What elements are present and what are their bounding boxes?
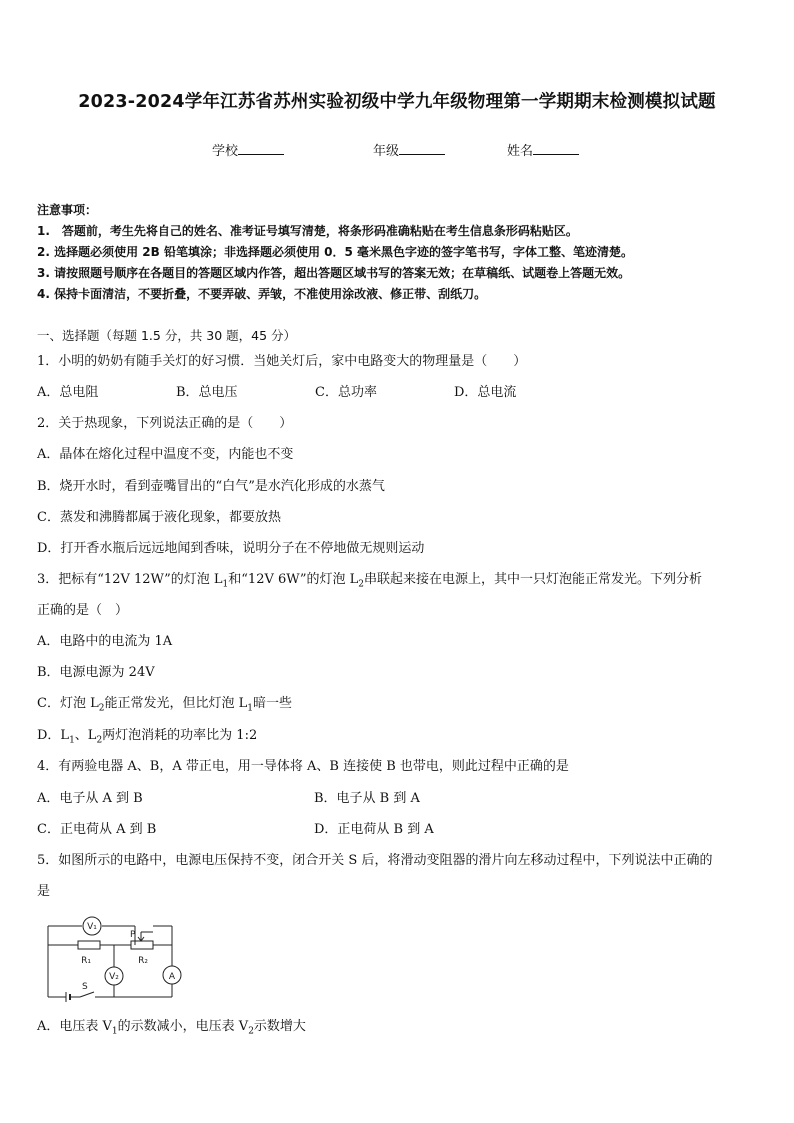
school-field	[212, 140, 284, 159]
rheostat-r2-label: R₂	[138, 956, 148, 966]
question-3-stem-line2: 正确的是（ ）	[37, 603, 129, 618]
grade-field	[373, 140, 445, 159]
question-3-stem-line1: 3．把标有“12V 12W”的灯泡 $L_1$和“12V 6W”的灯泡 $L_2$串联起来接在电源上，其中一只灯泡能正常发光。下列分析	[37, 572, 703, 590]
resistor-r1-icon	[78, 941, 100, 949]
q1-option-a: A．总电阻	[37, 385, 99, 400]
resistor-r1-label: R₁	[81, 956, 91, 966]
note-item: 2. 选择题必须使用 2B 铅笔填涂；非选择题必须使用 0．5 毫米黑色字迹的签字笔书写，字体工整、笔迹清楚。	[37, 245, 633, 259]
q1-option-b: B．总电压	[176, 385, 238, 400]
q4-option-d: D．正电荷从 B 到 A	[314, 822, 434, 837]
q3-option-c: C．灯泡 $L_2$能正常发光，但比灯泡 $L_1$暗一些	[37, 696, 292, 714]
name-blank	[533, 142, 579, 155]
voltmeter-v2-label: V₂	[109, 972, 119, 982]
q4-option-c: C．正电荷从 A 到 B	[37, 822, 157, 837]
q2-option-d: D．打开香水瓶后远远地闻到香味，说明分子在不停地做无规则运动	[37, 541, 425, 556]
grade-label: 年级	[373, 144, 400, 159]
q1-option-c: C．总功率	[315, 385, 377, 400]
q2-option-c: C．蒸发和沸腾都属于液化现象，都要放热	[37, 510, 281, 525]
switch-s-label: S	[82, 982, 88, 992]
name-field	[507, 140, 579, 159]
school-blank	[238, 142, 284, 155]
note-item: 3. 请按照题号顺序在各题目的答题区域内作答，超出答题区域书写的答案无效；在草稿纸、试题卷上答题无效。	[37, 266, 631, 280]
note-item: 4. 保持卡面清洁，不要折叠，不要弄破、弄皱，不准使用涂改液、修正带、刮纸刀。	[37, 287, 487, 301]
section-title: 一、选择题（每题 1.5 分，共 30 题，45 分）	[37, 328, 297, 343]
question-5-stem-line2: 是	[37, 884, 51, 899]
grade-blank	[399, 142, 445, 155]
ammeter-label: A	[168, 972, 176, 982]
q2-option-a: A．晶体在熔化过程中温度不变，内能也不变	[37, 447, 294, 462]
q3-option-b: B．电源电源为 24V	[37, 665, 155, 680]
school-label: 学校	[212, 144, 239, 159]
q3-option-d: D．$L_1$、$L_2$两灯泡消耗的功率比为 1:2	[37, 728, 258, 746]
q5-option-a: A．电压表 $V_1$的示数减小，电压表 $V_2$示数增大	[37, 1019, 306, 1037]
question-1-stem: 1．小明的奶奶有随手关灯的好习惯．当她关灯后，家中电路变大的物理量是（ ）	[37, 354, 527, 369]
circuit-diagram	[40, 912, 190, 1004]
rheostat-r2-icon	[131, 941, 153, 949]
notes-heading: 注意事项：	[37, 203, 98, 217]
switch-icon	[80, 992, 94, 997]
q4-option-a: A．电子从 A 到 B	[37, 791, 143, 806]
question-5-stem-line1: 5．如图所示的电路中，电源电压保持不变，闭合开关 S 后，将滑动变阻器的滑片向左移动过程中，下列说法中正确的	[37, 853, 713, 868]
q1-option-d: D．总电流	[454, 385, 517, 400]
voltmeter-v1-label: V₁	[87, 922, 97, 932]
q3-option-a: A．电路中的电流为 1A	[37, 634, 173, 649]
question-2-stem: 2．关于热现象，下列说法正确的是（ ）	[37, 416, 293, 431]
q4-option-b: B．电子从 B 到 A	[314, 791, 420, 806]
q2-option-b: B．烧开水时，看到壶嘴冒出的“白气”是水汽化形成的水蒸气	[37, 479, 385, 494]
note-item: 1. 答题前，考生先将自己的姓名、准考证号填写清楚，将条形码准确粘贴在考生信息条形码粘贴区。	[37, 224, 578, 238]
slider-p-label: P	[130, 930, 136, 940]
question-4-stem: 4．有两验电器 A、B，A 带正电，用一导体将 A、B 连接使 B 也带电，则此过程中正确的是	[37, 759, 569, 774]
page-title: 2023-2024学年江苏省苏州实验初级中学九年级物理第一学期期末检测模拟试题	[78, 92, 716, 112]
name-label: 姓名	[507, 144, 534, 159]
